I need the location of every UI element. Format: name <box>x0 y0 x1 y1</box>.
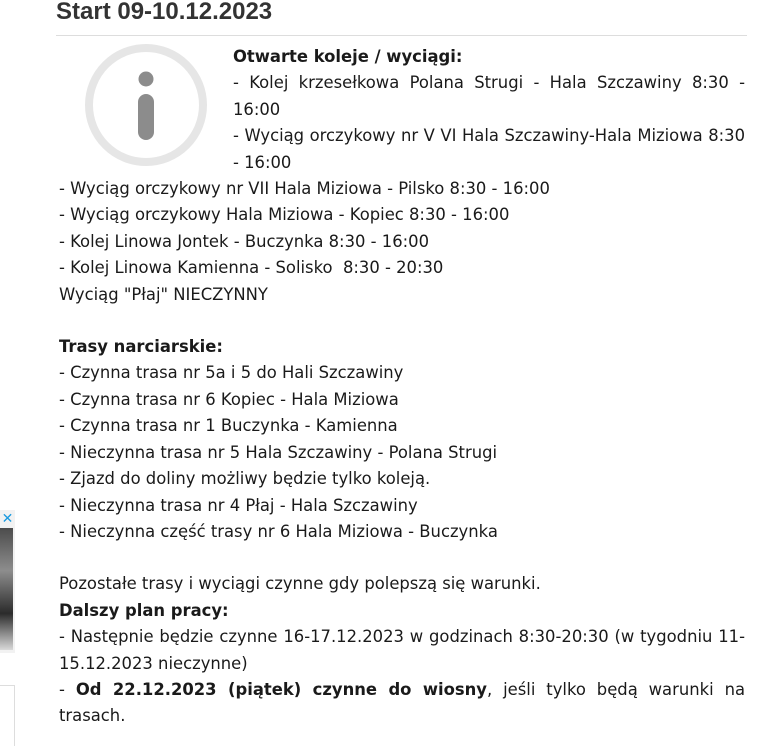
slope-item: - Czynna trasa nr 6 Kopiec - Hala Miziowa <box>59 389 399 409</box>
lift-item: Wyciąg "Płaj" NIECZYNNY <box>59 284 268 304</box>
slopes-heading: Trasy narciarskie: <box>59 337 223 357</box>
plan-prefix: - <box>59 679 76 699</box>
post-content <box>59 44 745 730</box>
lift-item: - Wyciąg orczykowy nr V VI Hala Szczawiny-Hala Miziowa 8:30 - 16:00 <box>233 126 745 172</box>
slope-item: - Nieczynna trasa nr 4 Płaj - Hala Szczawiny <box>59 495 418 515</box>
lift-item: - Wyciąg orczykowy Hala Miziowa - Kopiec 8:30 - 16:00 <box>59 205 510 225</box>
close-icon[interactable]: ✕ <box>1 511 14 527</box>
lift-item: - Wyciąg orczykowy nr VII Hala Miziowa - Pilsko 8:30 - 16:00 <box>59 179 550 199</box>
slope-item: - Czynna trasa nr 1 Buczynka - Kamienna <box>59 416 398 436</box>
remaining-note: Pozostałe trasy i wyciągi czynne gdy polepszą się warunki. <box>59 574 541 594</box>
lift-item: - Kolej krzesełkowa Polana Strugi - Hala Szczawiny 8:30 - 16:00 <box>233 73 745 119</box>
slope-item: - Nieczynna część trasy nr 6 Hala Miziowa - Buczynka <box>59 521 498 541</box>
slope-item: - Zjazd do doliny możliwy będzie tylko koleją. <box>59 469 431 489</box>
plan-line: - Następnie będzie czynne 16-17.12.2023 w godzinach 8:30-20:30 (w tygodniu 11-15.12.2023 nieczynne) <box>59 627 745 673</box>
page-title: Start 09-10.12.2023 <box>56 0 273 25</box>
plan-highlight: Od 22.12.2023 (piątek) czynne do wiosny <box>75 679 487 699</box>
slope-item: - Nieczynna trasa nr 5 Hala Szczawiny - Polana Strugi <box>59 442 498 462</box>
lift-item: - Kolej Linowa Kamienna - Solisko 8:30 - 20:30 <box>59 258 444 278</box>
sidebar-frame <box>0 685 15 746</box>
plan-heading: Dalszy plan pracy: <box>59 600 229 620</box>
ad-image[interactable] <box>0 528 13 650</box>
plan-line <box>59 677 745 730</box>
lifts-heading: Otwarte koleje / wyciągi: <box>233 47 463 66</box>
lift-item: - Kolej Linowa Jontek - Buczynka 8:30 - 16:00 <box>59 231 430 251</box>
title-divider <box>56 35 747 36</box>
slope-item: - Czynna trasa nr 5a i 5 do Hali Szczawiny <box>59 363 404 383</box>
plan-rest: , jeśli tylko będą warunki na trasach. <box>59 679 745 726</box>
